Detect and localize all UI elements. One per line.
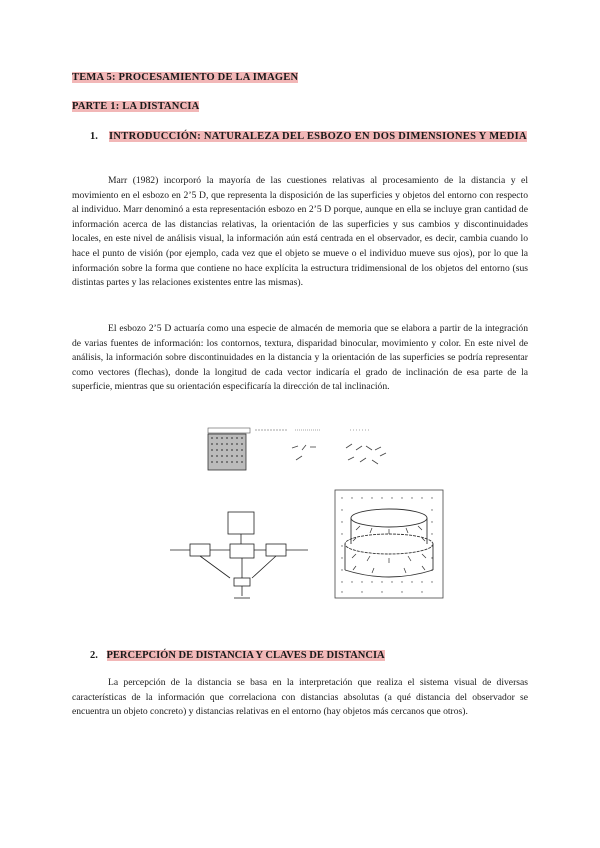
section-2-title: PERCEPCIÓN DE DISTANCIA Y CLAVES DE DISTANCIA: [106, 650, 385, 661]
vector-field: [335, 490, 443, 598]
flow-diagram: [170, 512, 308, 598]
section-2-heading: [90, 648, 385, 663]
section-1-paragraph-1: Marr (1982) incorporó la mayoría de las cuestiones relativas al procesamiento de la distancia y el movimiento en el esbozo en 2’5 D, que representa la disposición de las superficies y objetos del entorno con respecto al individuo. Marr denominó a esta representación esbozo en 2’5 D porque, aunque en ella se incluye gran cantidad de información acerca de las distancias relativas, la orientación de las superficies y sus cambios y discontinuidades locales, en este nivel de análisis visual, la información aún está centrada en el observador, es decir, cambia cuando lo hace el punto de visión (por ejemplo, cada vez que el objeto se mueve o el individuo mueve sus ojos), por lo que la información sobre la forma que contiene no hace explícita la estructura tridimensional de los objetos del entorno (sus distintas partes y las relaciones existentes entre las mismas).: [72, 175, 528, 289]
part-heading: PARTE 1: LA DISTANCIA: [72, 101, 200, 112]
texture-illustration: [208, 428, 370, 470]
section-1-number: 1.: [90, 131, 98, 142]
document-title: TEMA 5: PROCESAMIENTO DE LA IMAGEN: [72, 72, 299, 83]
vector-marks: [292, 444, 386, 464]
section-1-title: INTRODUCCIÓN: NATURALEZA DEL ESBOZO EN DOS DIMENSIONES Y MEDIA: [109, 131, 527, 142]
section-2-paragraph-1: La percepción de la distancia se basa en la interpretación que realiza el sistema visual de diversas características de la información que correlaciona con distancias absolutas (a qué distancia del observador se encuentra un objeto concreto) y distancias relativas en el entorno (hay objetos más cercanos que otros).: [72, 677, 528, 718]
section-1-paragraph-2: El esbozo 2’5 D actuaría como una especie de almacén de memoria que se elabora a partir de la integración de varias fuentes de información: los contornos, textura, disparidad binocular, movimiento y color. En este nivel de análisis, la información sobre discontinuidades en la distancia y la orientación de las superficies se podría representar como vectores (flechas), donde la longitud de cada vector indicaría el grado de inclinación de esa parte de la superficie, mientras que su orientación especificaría la dirección de tal inclinación.: [72, 323, 528, 393]
esbozo-figure: [160, 420, 450, 605]
section-2-number: 2.: [90, 650, 98, 661]
section-1-heading: [90, 129, 528, 144]
